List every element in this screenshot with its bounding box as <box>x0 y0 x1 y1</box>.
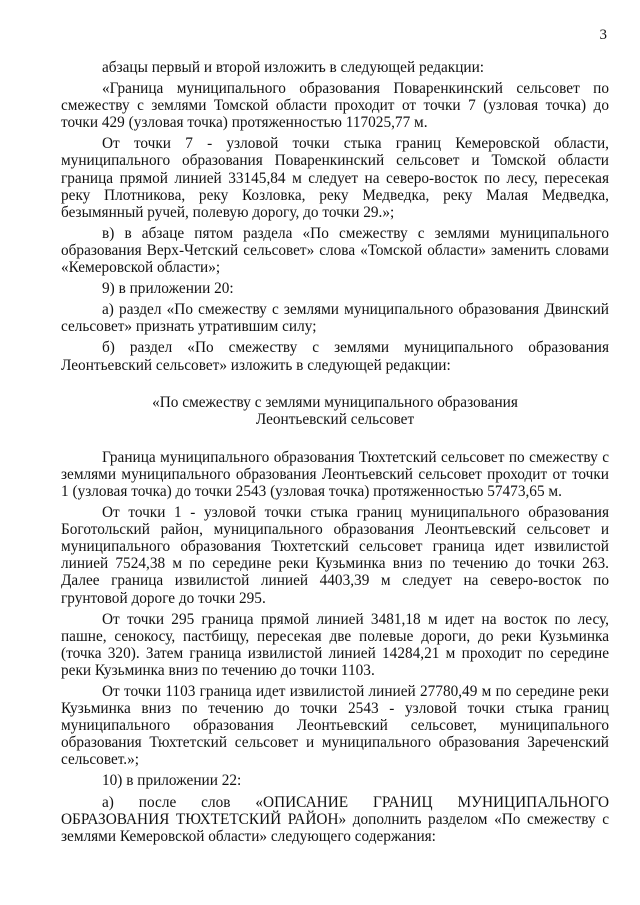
paragraph-item-v: в) в абзаце пятом раздела «По смежеству с землями муниципального образования Верх-Четский сельсовет» слова «Томской области» заменить словами «Кемеровской области»; <box>61 224 609 277</box>
paragraph-item-10a: а) после слов «ОПИСАНИЕ ГРАНИЦ МУНИЦИПАЛЬНОГО ОБРАЗОВАНИЯ ТЮХТЕТСКИЙ РАЙОН» дополнить разделом «По смежеству с землями Кемеровской области» следующего содержания: <box>61 793 609 845</box>
paragraph-item-a: а) раздел «По смежеству с землями муниципального образования Двинский сельсовет» признать утратившим силу; <box>61 301 609 336</box>
paragraph-item-b: б) раздел «По смежеству с землями муниципального образования Леонтьевский сельсовет» изложить в следующей редакции: <box>61 339 609 374</box>
paragraph-povarenkinsky-boundary: «Граница муниципального образования Поваренкинский сельсовет по смежеству с землями Томской области проходит от точки 7 (узловая точка) до точки 429 (узловая точка) протяженностью 117025,77 м. <box>61 80 609 132</box>
paragraph-item-9: 9) в приложении 20: <box>102 280 234 298</box>
paragraph-point-1103: От точки 1103 граница идет извилистой линией 27780,49 м по середине реки Кузьминка вниз по течению до точки 2543 - узловой точки стыка границ муниципального образования Леонтьевский сельсовет, муниципального образования Тюхтетский сельсовет и муниципального образования Зареченский сельсовет.»; <box>61 683 609 769</box>
paragraph-point-1: От точки 1 - узловой точки стыка границ муниципального образования Боготольский район, муниципального образования Леонтьевский сельсовет и муниципального образования Тюхтетский сельсовет граница идет извилистой линией 7524,38 м по середине реки Кузьминка вниз по течению до точки 263. Далее граница извилистой линией 4403,39 м следует на северо-восток по грунтовой дороге до точки 295. <box>61 504 609 607</box>
document-body <box>61 59 609 849</box>
paragraph-intro: абзацы первый и второй изложить в следующей редакции: <box>102 59 485 76</box>
section-heading <box>61 394 609 428</box>
section-heading-line-2: Леонтьевский сельсовет <box>255 410 415 428</box>
paragraph-point-295: От точки 295 граница прямой линией 3481,18 м идет на восток по лесу, пашне, сенокосу, пастбищу, пересекая две полевые дороги, до реки Кузьминка (точка 320). Затем граница извилистой линией 14284,21 м проходит по середине реки Кузьминка вниз по течению до точки 1103. <box>61 610 609 679</box>
paragraph-item-10: 10) в приложении 22: <box>102 772 242 790</box>
page-number: 3 <box>599 27 607 43</box>
section-heading-line-1: «По смежеству с землями муниципального образования <box>152 393 518 411</box>
paragraph-point-7: От точки 7 - узловой точки стыка границ Кемеровской области, муниципального образования Поваренкинский сельсовет и Томской области граница прямой линией 33145,84 м следует на северо-восток по лесу, пересекая реку Плотникова, реку Козловка, реку Медведка, реку Малая Медведка, безымянный ручей, полевую дорогу, до точки 29.»; <box>61 135 609 221</box>
paragraph-tyukhtet-boundary: Граница муниципального образования Тюхтетский сельсовет по смежеству с землями муниципального образования Леонтьевский сельсовет проходит от точки 1 (узловая точка) до точки 2543 (узловая точка) протяженностью 57473,65 м. <box>61 448 609 500</box>
